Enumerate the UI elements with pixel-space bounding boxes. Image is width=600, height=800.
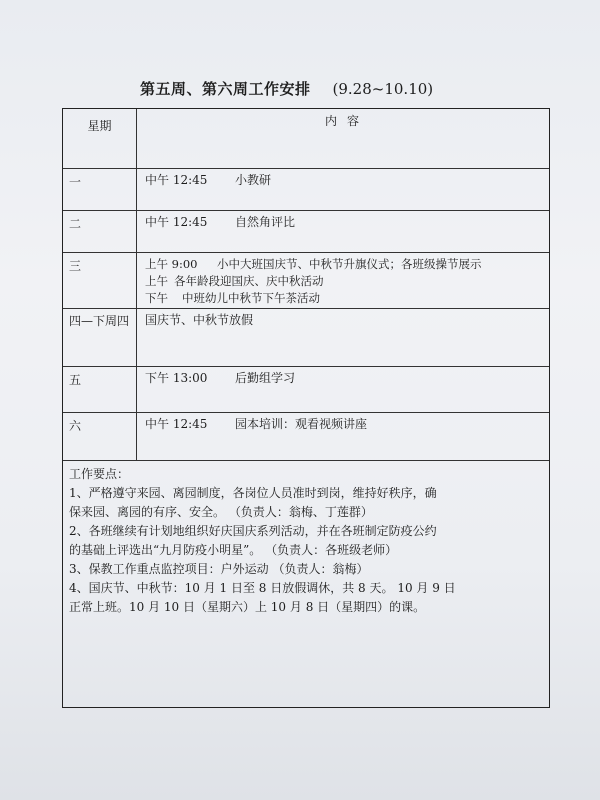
notes-heading: 工作要点： <box>69 467 130 481</box>
schedule-time: 上午 9:00 <box>145 257 198 271</box>
date-range: (9.28~10.10) <box>332 80 434 98</box>
schedule-line <box>145 370 549 387</box>
schedule-text: 自然角评比 <box>235 215 296 229</box>
row-day: 三 <box>63 253 137 308</box>
notes-line: 保来园、离园的有序、安全。 （负责人：翁梅、丁莲群） <box>69 505 373 519</box>
table-row <box>63 367 549 413</box>
schedule-line <box>145 172 549 189</box>
notes-line: 3、保教工作重点监控项目：户外运动 （负责人：翁梅） <box>69 562 369 576</box>
schedule-text: 后勤组学习 <box>235 371 296 385</box>
row-content <box>137 413 549 460</box>
table-header-row <box>63 109 549 169</box>
notes-line: 的基础上评选出“九月防疫小明星”。 （负责人：各班级老师） <box>69 543 398 557</box>
row-day: 一 <box>63 169 137 210</box>
notes-line: 1、严格遵守来园、离园制度，各岗位人员准时到岗，维持好秩序，确 <box>69 486 437 500</box>
row-content <box>137 253 549 308</box>
page-title <box>140 78 560 99</box>
notes-line: 4、国庆节、中秋节：10 月 1 日至 8 日放假调休，共 8 天。 10 月 9 日 <box>69 581 456 595</box>
table-row <box>63 253 549 309</box>
schedule-text: 国庆节、中秋节放假 <box>145 313 254 327</box>
schedule-time: 下午 13:00 <box>145 371 208 385</box>
row-day: 五 <box>63 367 137 412</box>
row-day: 六 <box>63 413 137 460</box>
schedule-time: 中午 12:45 <box>145 173 208 187</box>
schedule-text: 园本培训：观看视频讲座 <box>235 417 368 431</box>
table-row <box>63 309 549 367</box>
table-row <box>63 413 549 461</box>
row-day: 四—下周四 <box>63 309 137 366</box>
schedule-line <box>145 290 549 307</box>
schedule-text: 小教研 <box>235 173 272 187</box>
table-row <box>63 169 549 211</box>
schedule-line <box>145 312 549 329</box>
schedule-line <box>145 273 549 290</box>
schedule-table <box>62 108 550 708</box>
schedule-time: 中午 12:45 <box>145 215 208 229</box>
row-content <box>137 211 549 252</box>
header-day: 星期 <box>63 109 137 168</box>
header-content: 内容 <box>324 114 369 128</box>
schedule-line <box>145 214 549 231</box>
schedule-text: 各年龄段迎国庆、庆中秋活动 <box>174 274 324 288</box>
row-content <box>137 169 549 210</box>
row-content <box>137 367 549 412</box>
notes-line: 正常上班。10 月 10 日（星期六）上 10 月 8 日（星期四）的课。 <box>69 600 426 614</box>
work-notes <box>63 461 549 617</box>
schedule-line <box>145 416 549 433</box>
title-text: 第五周、第六周工作安排 <box>140 80 311 98</box>
schedule-text: 中班幼儿中秋节下午茶活动 <box>182 291 320 305</box>
table-row <box>63 211 549 253</box>
row-content <box>137 309 549 366</box>
schedule-time: 上午 <box>145 274 168 288</box>
notes-line: 2、各班继续有计划地组织好庆国庆系列活动，并在各班制定防疫公约 <box>69 524 437 538</box>
schedule-time: 中午 12:45 <box>145 417 208 431</box>
schedule-line <box>145 256 549 273</box>
schedule-text: 小中大班国庆节、中秋节升旗仪式；各班级操节展示 <box>217 257 482 271</box>
schedule-time: 下午 <box>145 291 168 305</box>
row-day: 二 <box>63 211 137 252</box>
